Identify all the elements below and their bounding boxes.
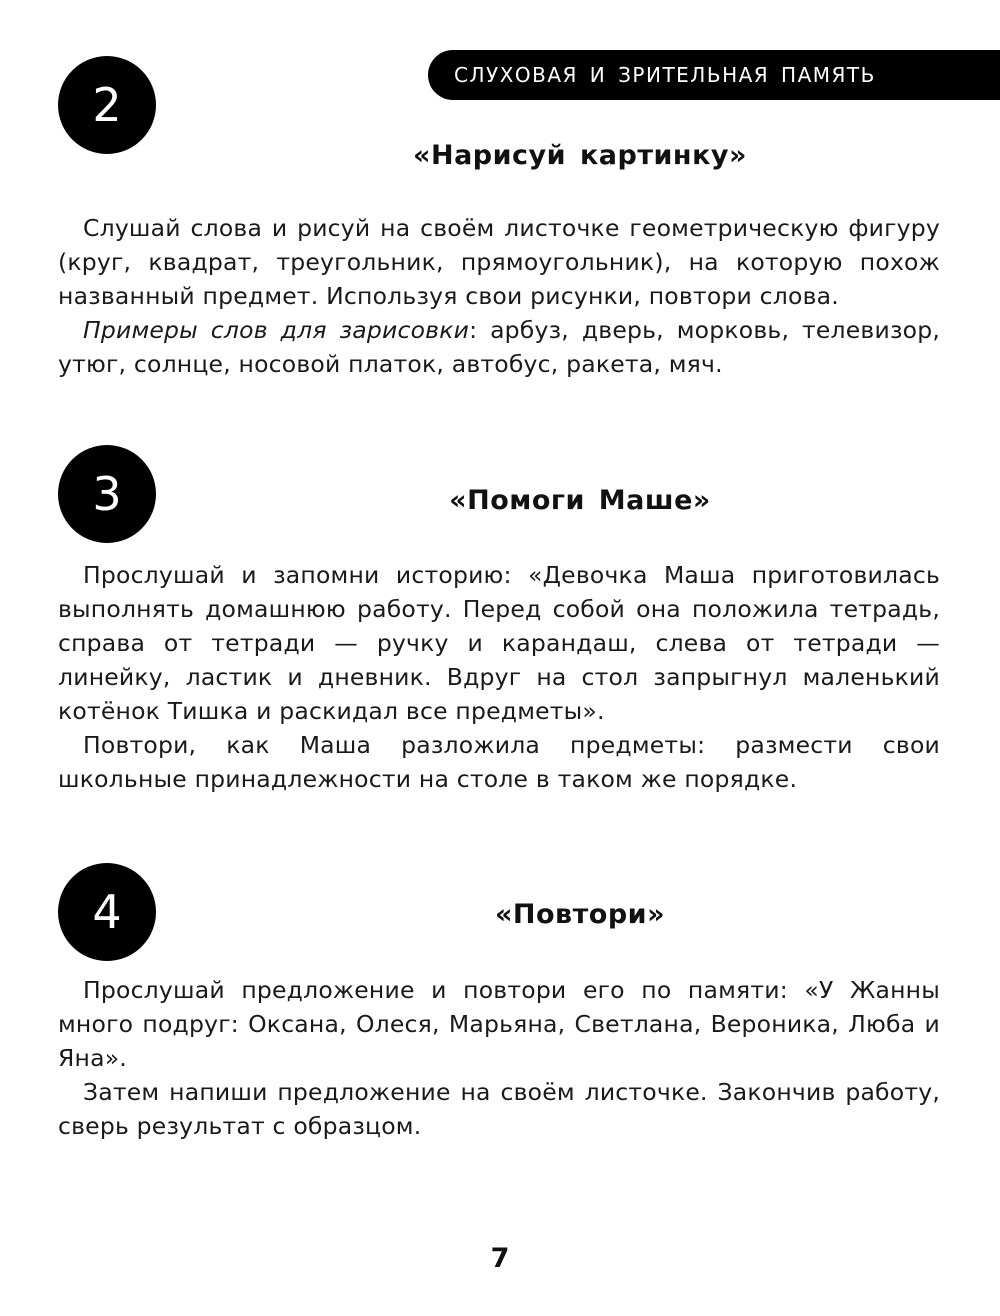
exercise-number: 2: [92, 78, 122, 132]
exercise-number: 4: [92, 885, 122, 939]
exercise-title: «Помоги Маше»: [449, 485, 711, 516]
exercise-paragraph: Прослушай и запомни историю: «Девочка Маша приготовилась выполнять домашнюю работу. Перед собой она положила тетрадь, справа от тетради — ручку и карандаш, слева от тетради — линейку, ластик и дневник. Вдруг на стол запрыгнул маленький котёнок Тишка и раскидал все предметы».: [58, 561, 940, 725]
exercise-title: «Повтори»: [494, 899, 666, 930]
section-header-bar: [428, 50, 1000, 100]
exercise-paragraph: Повтори, как Маша разложила предметы: размести свои школьные принадлежности на столе в таком же порядке.: [58, 731, 940, 793]
exercise-number-badge: [58, 56, 156, 154]
exercise-paragraph: Прослушай предложение и повтори его по памяти: «У Жанны много подруг: Оксана, Олеся, Марьяна, Светлана, Вероника, Люба и Яна».: [58, 976, 940, 1072]
exercise-paragraph: Слушай слова и рисуй на своём листочке геометрическую фигуру (круг, квадрат, треугольник, прямоугольник), на которую похож названный предмет. Используя свои рисунки, повтори слова.: [58, 214, 940, 310]
page-number: 7: [490, 1243, 510, 1274]
exercise-paragraph: Затем напиши предложение на своём листочке. Закончив работу, сверь результат с образцом.: [58, 1078, 940, 1140]
exercise-number-badge: [58, 863, 156, 961]
exercise-number-badge: [58, 445, 156, 543]
exercise-examples: [58, 313, 940, 381]
exercise-title: «Нарисуй картинку»: [413, 140, 747, 171]
section-header-label: СЛУХОВАЯ И ЗРИТЕЛЬНАЯ ПАМЯТЬ: [454, 63, 876, 87]
examples-text: : арбуз, дверь, морковь, телевизор, утюг, солнце, носовой платок, автобус, ракета, мяч.: [58, 316, 941, 378]
examples-label: Примеры слов для зарисовки: [83, 316, 470, 344]
exercise-number: 3: [92, 467, 122, 521]
